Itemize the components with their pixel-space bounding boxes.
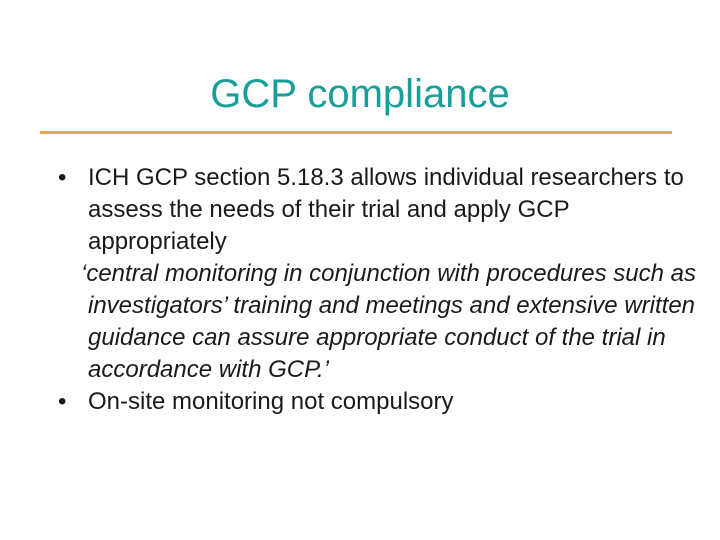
slide-title: GCP compliance — [210, 72, 510, 116]
bullet-item — [58, 386, 698, 418]
bullet-item — [58, 162, 698, 258]
slide-body — [58, 162, 698, 418]
bullet-text: On-site monitoring not compulsory — [88, 388, 454, 415]
title-divider — [40, 131, 672, 134]
bullet-dot-icon: • — [58, 388, 67, 415]
bullet-text: ICH GCP section 5.18.3 allows individual researchers to assess the needs of their trial and apply GCP appropriately — [88, 164, 684, 255]
bullet-dot-icon: • — [58, 164, 67, 191]
quote-text: ‘central monitoring in conjunction with procedures such as investigators’ training and meetings and extensive written guidance can assure appropriate conduct of the trial in accordance with GCP.’ — [81, 260, 696, 383]
